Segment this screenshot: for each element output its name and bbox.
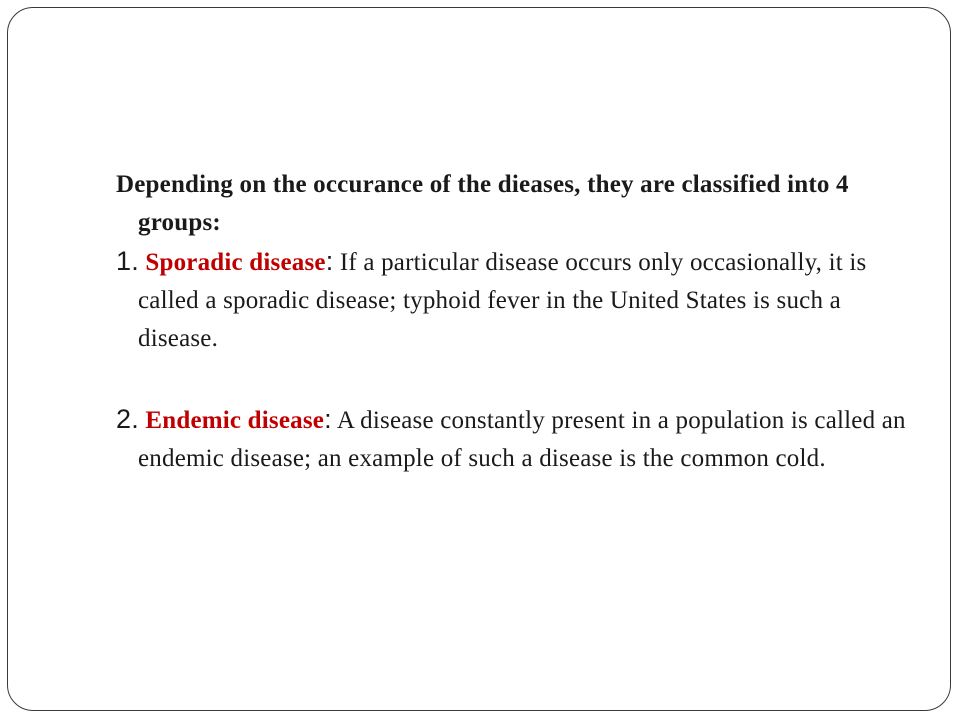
item-colon: : (324, 404, 332, 434)
item-description: A disease constantly present in a population is called an endemic disease; an example of such a disease is the common cold. (138, 407, 906, 472)
item-number: 2. (116, 404, 139, 434)
intro-paragraph: Depending on the occurance of the dieases, they are classified into 4 groups: (116, 171, 849, 236)
slide-frame (7, 7, 951, 711)
slide-content (116, 166, 916, 478)
disease-item-sporadic (116, 242, 916, 358)
item-term: Endemic disease (145, 407, 325, 434)
disease-item-endemic (116, 400, 916, 478)
item-colon: : (325, 246, 334, 276)
item-term: Sporadic disease (145, 249, 326, 276)
item-description: If a particular disease occurs only occasionally, it is called a sporadic disease; typhoid fever in the United States is such a disease. (138, 249, 867, 352)
item-number: 1. (116, 246, 139, 276)
